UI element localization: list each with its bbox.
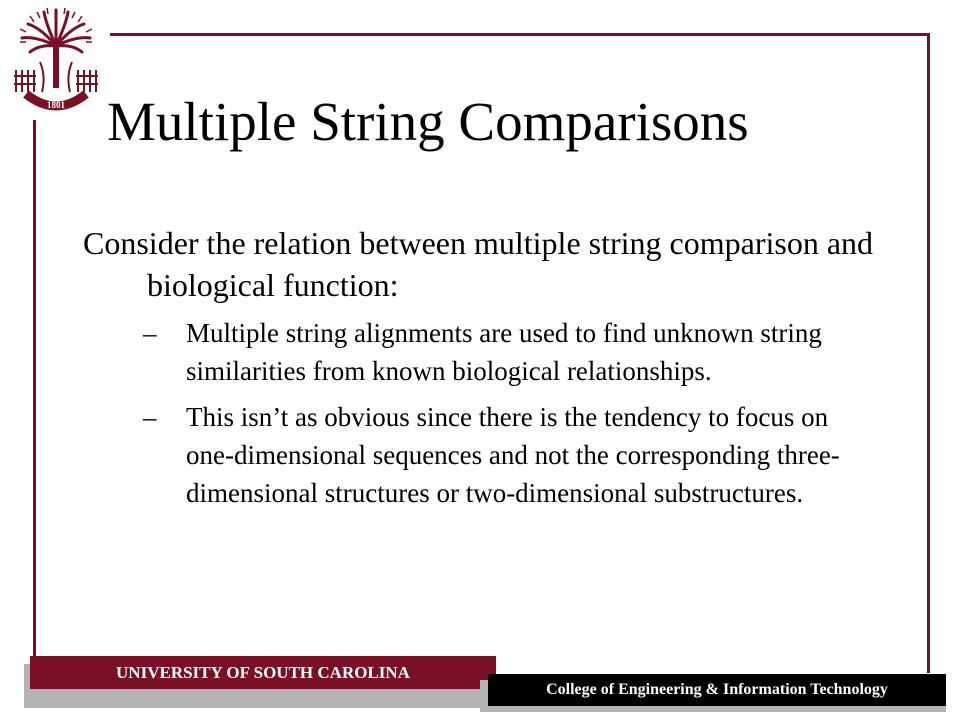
slide-title: Multiple String Comparisons — [107, 91, 749, 152]
dash-marker: – — [143, 402, 157, 432]
university-banner: UNIVERSITY OF SOUTH CAROLINA — [30, 656, 496, 689]
seal-year: 1801 — [47, 100, 65, 110]
college-banner: College of Engineering & Information Technology — [488, 674, 946, 706]
bullet-text: Multiple string alignments are used to find unknown string similarities from known biological relationships. — [186, 318, 822, 386]
list-item — [83, 314, 866, 390]
lead-paragraph: Consider the relation between multiple string comparison and biological function: — [83, 225, 874, 303]
frame-right-line — [927, 33, 930, 673]
frame-left-line — [33, 120, 36, 675]
slide-body — [83, 222, 883, 520]
bullet-list — [83, 314, 883, 512]
dash-marker: – — [143, 318, 157, 348]
palmetto-seal-icon — [6, 6, 106, 118]
bullet-text: This isn’t as obvious since there is the tendency to focus on one-dimensional sequences and not the corresponding three-dimensional structures or two-dimensional substructures. — [186, 402, 840, 508]
list-item — [83, 398, 866, 512]
frame-top-line — [110, 33, 930, 36]
